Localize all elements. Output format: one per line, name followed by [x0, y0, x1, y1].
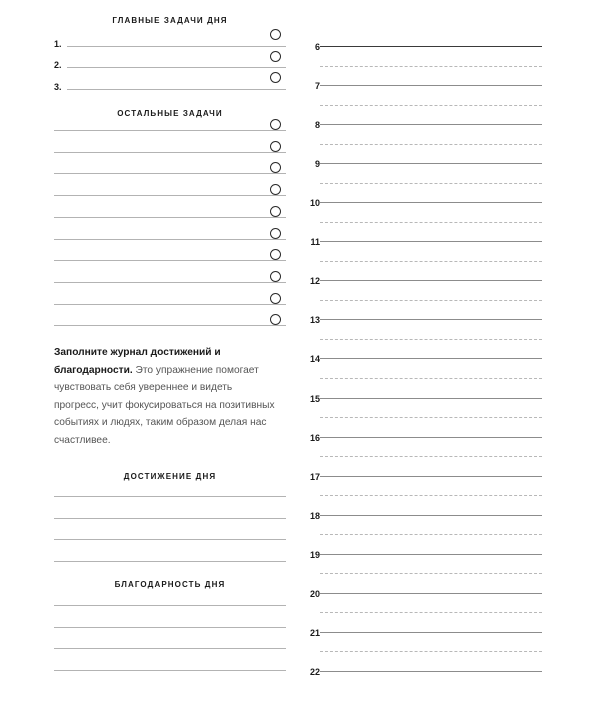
- journal-instructions: [54, 344, 276, 450]
- hour-label: 13: [309, 315, 320, 326]
- half-hour-line[interactable]: [320, 183, 542, 184]
- task-line[interactable]: [54, 217, 286, 218]
- task-line[interactable]: [54, 195, 286, 196]
- task-checkbox[interactable]: [270, 293, 281, 304]
- hour-label: 19: [309, 549, 320, 560]
- task-line[interactable]: [54, 130, 286, 131]
- gratitude-title: БЛАГОДАРНОСТЬ ДНЯ: [114, 580, 226, 589]
- task-checkbox[interactable]: [270, 314, 281, 325]
- half-hour-line[interactable]: [320, 495, 542, 496]
- half-hour-line[interactable]: [320, 222, 542, 223]
- writing-line[interactable]: [54, 539, 286, 540]
- main-tasks-title: ГЛАВНЫЕ ЗАДАЧИ ДНЯ: [112, 16, 228, 25]
- half-hour-line[interactable]: [320, 261, 542, 262]
- half-hour-line[interactable]: [320, 651, 542, 652]
- hour-line[interactable]: [320, 46, 542, 47]
- writing-line[interactable]: [54, 648, 286, 649]
- hour-label: 12: [309, 276, 320, 287]
- task-line[interactable]: [54, 239, 286, 240]
- half-hour-line[interactable]: [320, 573, 542, 574]
- hour-label: 18: [309, 510, 320, 521]
- main-task-number: 1.: [54, 39, 62, 49]
- task-line[interactable]: [54, 282, 286, 283]
- main-task-line[interactable]: [67, 89, 286, 90]
- hour-line[interactable]: [320, 280, 542, 281]
- writing-line[interactable]: [54, 496, 286, 497]
- hour-line[interactable]: [320, 124, 542, 125]
- achievement-title: ДОСТИЖЕНИЕ ДНЯ: [123, 472, 217, 481]
- hour-line[interactable]: [320, 554, 542, 555]
- half-hour-line[interactable]: [320, 339, 542, 340]
- task-checkbox[interactable]: [270, 249, 281, 260]
- task-line[interactable]: [54, 152, 286, 153]
- hour-label: 6: [314, 42, 320, 52]
- hour-label: 14: [309, 354, 320, 365]
- task-checkbox[interactable]: [270, 206, 281, 217]
- hour-line[interactable]: [320, 319, 542, 320]
- journal-instructions-text: Это упражнение помогает чувствовать себя увереннее и видеть прогресс, учит фокусироваться на позитивных событиях и людях, таким образом делая нас счастливее.: [54, 364, 275, 446]
- main-task-line[interactable]: [67, 46, 286, 47]
- hour-line[interactable]: [320, 593, 542, 594]
- task-checkbox[interactable]: [270, 72, 281, 83]
- main-task-number: 3.: [54, 82, 62, 92]
- hour-line[interactable]: [320, 476, 542, 477]
- half-hour-line[interactable]: [320, 144, 542, 145]
- hour-line[interactable]: [320, 671, 542, 672]
- hour-line[interactable]: [320, 398, 542, 399]
- hour-line[interactable]: [320, 163, 542, 164]
- half-hour-line[interactable]: [320, 66, 542, 67]
- hour-label: 16: [309, 432, 320, 443]
- hour-label: 11: [310, 237, 320, 248]
- writing-line[interactable]: [54, 605, 286, 606]
- main-task-number: 2.: [54, 60, 62, 70]
- half-hour-line[interactable]: [320, 456, 542, 457]
- task-checkbox[interactable]: [270, 51, 281, 62]
- hour-line[interactable]: [320, 437, 542, 438]
- hour-label: 7: [314, 81, 320, 92]
- hour-label: 20: [309, 588, 320, 599]
- task-checkbox[interactable]: [270, 29, 281, 40]
- hour-line[interactable]: [320, 515, 542, 516]
- task-line[interactable]: [54, 325, 286, 326]
- hour-label: 9: [314, 159, 320, 170]
- journal-instructions-bold: Заполните журнал достижений и благодарности.: [54, 347, 221, 376]
- half-hour-line[interactable]: [320, 300, 542, 301]
- half-hour-line[interactable]: [320, 534, 542, 535]
- task-line[interactable]: [54, 260, 286, 261]
- half-hour-line[interactable]: [320, 417, 542, 418]
- task-checkbox[interactable]: [270, 162, 281, 173]
- main-task-line[interactable]: [67, 67, 286, 68]
- hour-line[interactable]: [320, 241, 542, 242]
- hour-line[interactable]: [320, 358, 542, 359]
- hour-label: 21: [309, 627, 320, 638]
- writing-line[interactable]: [54, 670, 286, 671]
- hour-line[interactable]: [320, 202, 542, 203]
- half-hour-line[interactable]: [320, 612, 542, 613]
- hour-label: 15: [309, 393, 320, 404]
- task-checkbox[interactable]: [270, 271, 281, 282]
- hour-label: 17: [309, 471, 320, 482]
- half-hour-line[interactable]: [320, 378, 542, 379]
- hour-line[interactable]: [320, 632, 542, 633]
- writing-line[interactable]: [54, 561, 286, 562]
- hourly-schedule: [300, 0, 600, 704]
- hour-line[interactable]: [320, 85, 542, 86]
- task-checkbox[interactable]: [270, 184, 281, 195]
- hour-label: 22: [309, 666, 320, 677]
- task-checkbox[interactable]: [270, 228, 281, 239]
- other-tasks-title: ОСТАЛЬНЫЕ ЗАДАЧИ: [117, 109, 223, 118]
- half-hour-line[interactable]: [320, 105, 542, 106]
- hour-label: 8: [314, 120, 320, 131]
- writing-line[interactable]: [54, 518, 286, 519]
- hour-label: 10: [309, 198, 320, 209]
- task-checkbox[interactable]: [270, 141, 281, 152]
- writing-line[interactable]: [54, 627, 286, 628]
- task-line[interactable]: [54, 304, 286, 305]
- task-checkbox[interactable]: [270, 119, 281, 130]
- task-line[interactable]: [54, 173, 286, 174]
